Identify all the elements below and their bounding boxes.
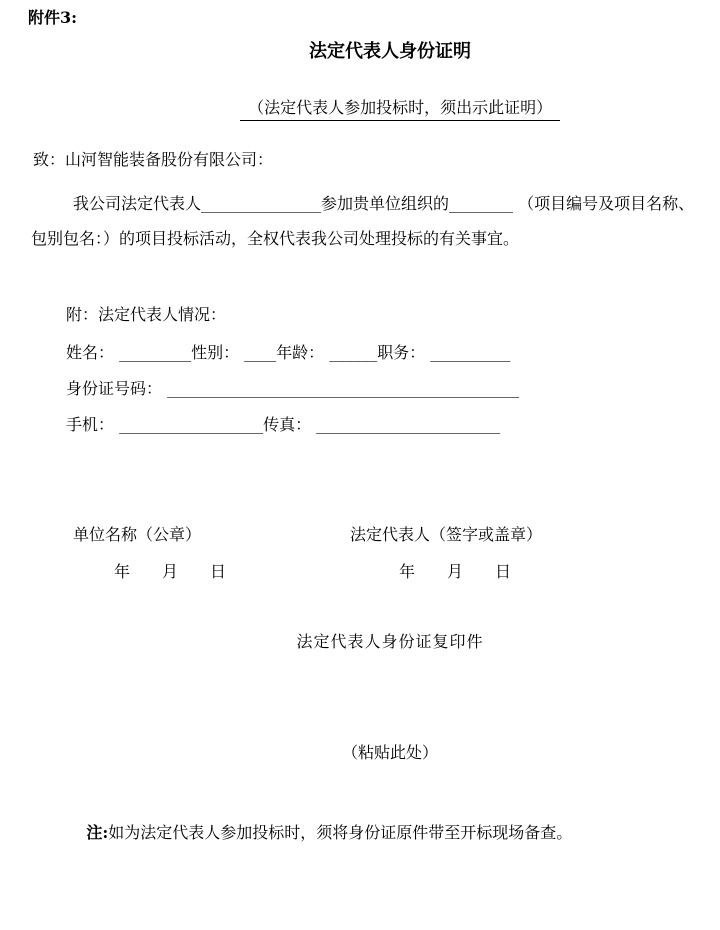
company-seal-label: 单位名称（公章） bbox=[73, 525, 202, 544]
body-paragraph-line-1: 我公司法定代表人_______________参加贵单位组织的________ （项目编号及项目名称、 bbox=[73, 194, 695, 213]
id-number-line: 身份证号码： ____________________________________________ bbox=[66, 379, 520, 398]
body-paragraph-line-2: 包别包名：）的项目投标活动，全权代表我公司处理投标的有关事宜。 bbox=[31, 229, 520, 248]
phone-fax-line: 手机： __________________传真： _______________________ bbox=[66, 415, 501, 434]
attachment-label: 附件3: bbox=[28, 8, 78, 27]
doc-subtitle: （法定代表人参加投标时，须出示此证明） bbox=[240, 97, 560, 121]
legal-rep-date-line: 年 月 日 bbox=[399, 562, 512, 581]
name-gender-age-title-line: 姓名： _________性别： ____年龄： ______职务： __________ bbox=[66, 343, 511, 362]
attachment-heading: 附：法定代表人情况： bbox=[66, 305, 227, 324]
note-text: 如为法定代表人参加投标时，须将身份证原件带至开标现场备查。 bbox=[108, 823, 573, 842]
paste-here-placeholder: （粘贴此处） bbox=[341, 743, 438, 762]
doc-title: 法定代表人身份证明 bbox=[309, 41, 471, 62]
note-line bbox=[66, 800, 572, 866]
id-copy-heading: 法定代表人身份证复印件 bbox=[296, 632, 484, 651]
company-date-line: 年 月 日 bbox=[114, 562, 227, 581]
note-prefix: 注: bbox=[86, 823, 109, 842]
legal-rep-signature-label: 法定代表人（签字或盖章） bbox=[350, 525, 543, 544]
doc-subtitle-row bbox=[0, 75, 720, 143]
salutation: 致：山河智能装备股份有限公司： bbox=[33, 150, 274, 169]
